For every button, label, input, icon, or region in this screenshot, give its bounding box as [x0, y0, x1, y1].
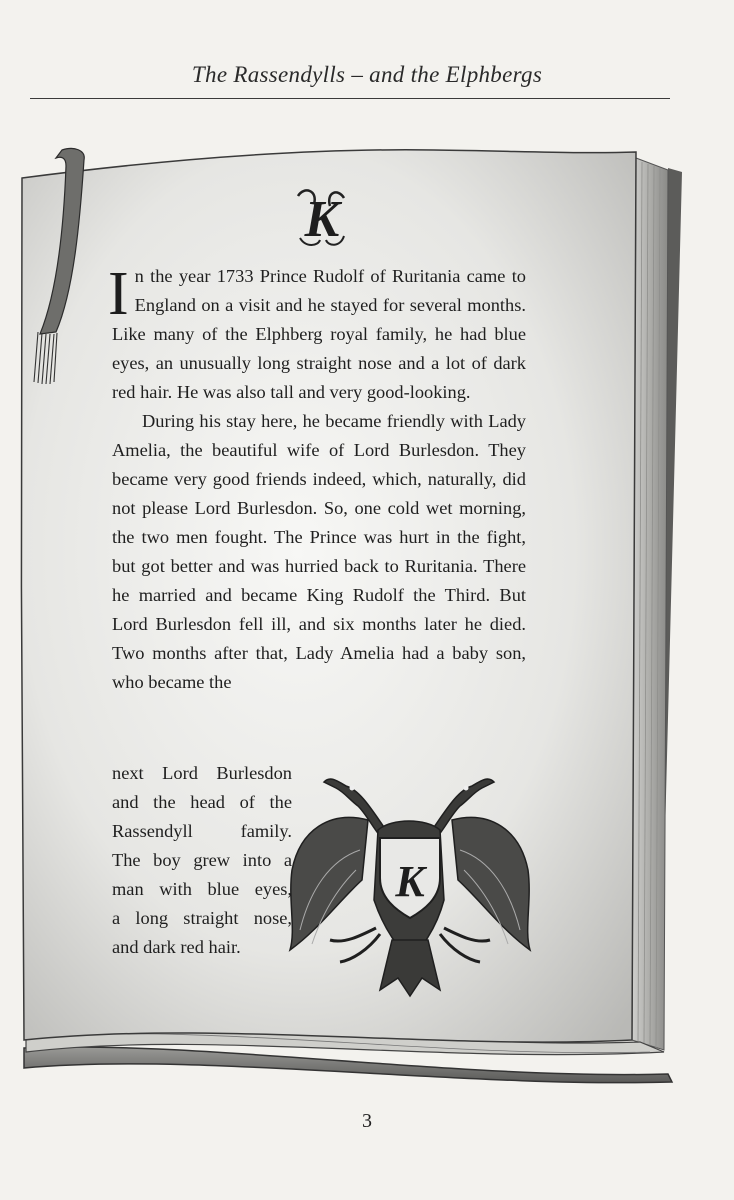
- running-head: The Rassendylls – and the Elphbergs: [191, 62, 543, 87]
- paragraph-1: [108, 260, 526, 407]
- narrow-line: Rassendyll family.: [112, 821, 292, 841]
- paragraph-1-text: n the year 1733 Prince Rudolf of Ruritania came to England on a visit and he stayed for several months. Like many of the Elphberg royal family, he had blue eyes, an unusually long straight nose and a lot of dark red hair. He was also tall and very good-looking.: [112, 266, 526, 402]
- page-body-text: [108, 260, 526, 697]
- paragraph-2: During his stay here, he became friendly with Lady Amelia, the beautiful wife of Lord Burlesdon. They became very good friends indeed, which, naturally, did not please Lord Burlesdon. So, one cold wet morning, the two men fought. The Prince was hurt in the fight, but got better and was hurried back to Ruritania. There he married and became King Rudolf the Third. But Lord Burlesdon fell ill, and six months later he died. Two months after that, Lady Amelia had a baby son, who became the: [112, 411, 526, 692]
- narrow-line: next Lord Burlesdon: [112, 763, 292, 783]
- narrow-line: man with blue eyes,: [112, 879, 292, 899]
- narrow-line: and the head of the: [112, 792, 292, 812]
- ornament-monogram: [298, 190, 344, 248]
- narrow-line: The boy grew into a: [112, 850, 292, 870]
- shield-letter: K: [395, 857, 425, 906]
- drop-cap: I: [108, 260, 129, 328]
- narrow-text-block: [112, 759, 292, 962]
- page-edges: [632, 158, 668, 1050]
- ornament-letter: K: [304, 191, 340, 248]
- page-number: 3: [362, 1110, 372, 1132]
- narrow-line: a long straight nose,: [112, 908, 292, 928]
- narrow-line: and dark red hair.: [112, 937, 241, 957]
